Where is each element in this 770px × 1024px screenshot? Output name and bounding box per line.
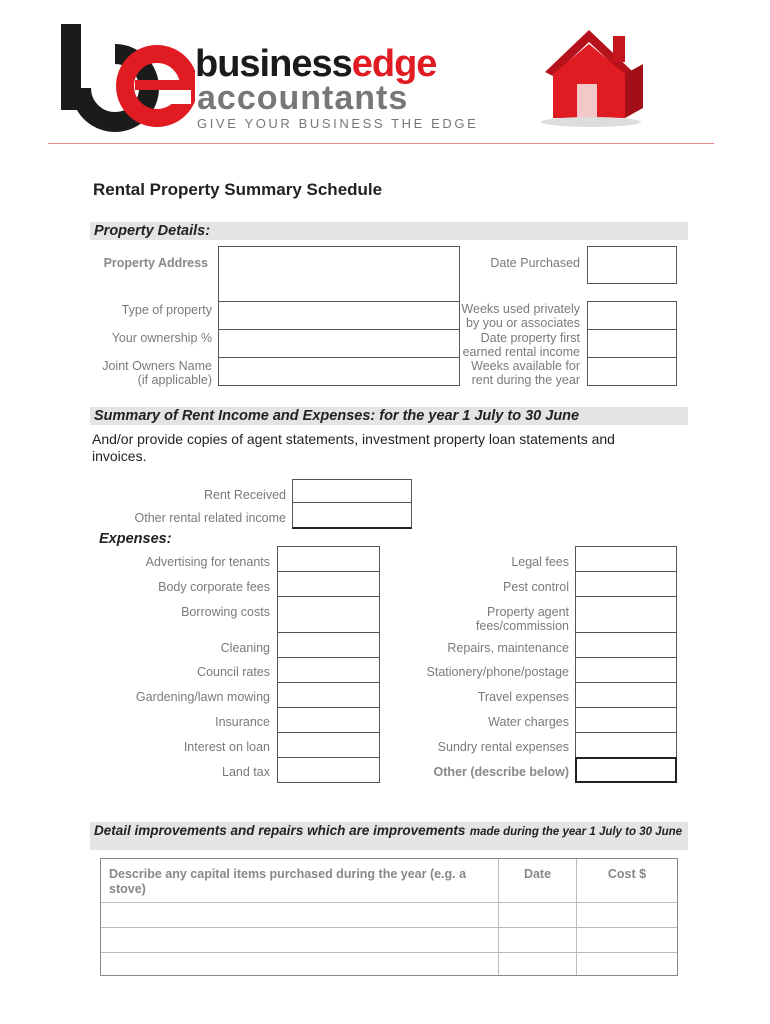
brand-edge: edge: [351, 43, 437, 85]
expense-field[interactable]: [575, 632, 677, 658]
date-purchased-field[interactable]: [587, 246, 677, 284]
first-earned-label: [440, 331, 580, 359]
expense-field[interactable]: [575, 571, 677, 597]
joint-owners-field[interactable]: [218, 357, 460, 386]
date-cell[interactable]: [499, 928, 577, 953]
be-monogram-icon: [55, 18, 195, 133]
type-of-property-label: Type of property: [121, 303, 212, 317]
first-earned-line2: earned rental income: [462, 345, 580, 359]
improvements-heading-rest: made during the year 1 July to 30 June: [469, 826, 683, 838]
expense-field[interactable]: [277, 546, 380, 572]
other-describe-label: Other (describe below): [433, 765, 569, 779]
expense-field[interactable]: [277, 571, 380, 597]
date-cell[interactable]: [499, 903, 577, 928]
expense-field[interactable]: [277, 757, 380, 783]
expense-field[interactable]: [277, 632, 380, 658]
brand-business: business: [195, 43, 352, 85]
brand-tagline: GIVE YOUR BUSINESS THE EDGE: [197, 116, 479, 131]
table-header-cost: [577, 859, 677, 903]
expense-label: Travel expenses: [477, 690, 569, 704]
type-of-property-field[interactable]: [218, 301, 460, 330]
col-describe-text: Describe any capital items purchased during the year (e.g. a stove): [109, 867, 467, 896]
first-earned-field[interactable]: [587, 329, 677, 358]
ownership-field[interactable]: [218, 329, 460, 358]
date-cell[interactable]: [499, 953, 577, 975]
expenses-heading: Expenses:: [99, 531, 172, 547]
expense-field[interactable]: [575, 546, 677, 572]
weeks-available-line2: rent during the year: [471, 373, 580, 387]
brand-accountants: accountants: [197, 79, 409, 117]
cost-cell[interactable]: [577, 928, 677, 953]
improvements-heading-bold: Detail improvements and repairs which are improvements: [94, 823, 466, 838]
expense-label: Advertising for tenants: [145, 555, 270, 569]
page-title: Rental Property Summary Schedule: [93, 180, 383, 199]
expense-label: Body corporate fees: [158, 580, 270, 594]
expense-label: Land tax: [222, 765, 270, 779]
expense-field[interactable]: [575, 657, 677, 683]
company-logo: [55, 18, 479, 133]
col-cost-text: Cost $: [607, 867, 647, 881]
other-describe-field[interactable]: [575, 757, 677, 783]
describe-cell[interactable]: [101, 928, 499, 953]
other-income-label: Other rental related income: [134, 511, 286, 525]
first-earned-line1: Date property first: [480, 331, 580, 345]
cost-cell[interactable]: [577, 953, 677, 975]
col-date-text: Date: [523, 867, 552, 881]
expense-label: Stationery/phone/postage: [426, 665, 569, 679]
expense-label: Cleaning: [220, 641, 270, 655]
expense-field[interactable]: [277, 682, 380, 708]
property-address-field[interactable]: [218, 246, 460, 302]
expense-field[interactable]: [277, 707, 380, 733]
expense-label: Legal fees: [511, 555, 569, 569]
expense-label: Interest on loan: [183, 740, 270, 754]
expense-label: Property agent fees/commission: [475, 605, 569, 633]
summary-heading: Summary of Rent Income and Expenses: for the year 1 July to 30 June: [90, 407, 688, 425]
property-details-heading: Property Details:: [90, 222, 688, 240]
cost-cell[interactable]: [577, 903, 677, 928]
house-icon: [525, 20, 655, 130]
table-header-date: [499, 859, 577, 903]
expense-label: Council rates: [197, 665, 270, 679]
expense-field[interactable]: [277, 657, 380, 683]
property-address-label: Property Address: [103, 256, 208, 270]
expense-field[interactable]: [575, 707, 677, 733]
joint-owners-line1: Joint Owners Name: [102, 359, 212, 373]
expense-label: Sundry rental expenses: [437, 740, 569, 754]
expense-field[interactable]: [575, 682, 677, 708]
expense-field[interactable]: [277, 596, 380, 633]
describe-cell[interactable]: [101, 903, 499, 928]
weeks-available-label: [440, 359, 580, 387]
weeks-private-field[interactable]: [587, 301, 677, 330]
expense-field[interactable]: [575, 596, 677, 633]
rent-received-field[interactable]: [292, 479, 412, 503]
expense-field[interactable]: [277, 732, 380, 758]
weeks-available-line1: Weeks available for: [471, 359, 580, 373]
improvements-heading: [90, 822, 688, 850]
joint-owners-line2: (if applicable): [137, 373, 212, 387]
expense-label: Borrowing costs: [181, 605, 270, 619]
rent-received-label: Rent Received: [204, 488, 286, 502]
expense-field[interactable]: [575, 732, 677, 758]
date-purchased-label: Date Purchased: [490, 256, 580, 270]
expense-label: Repairs, maintenance: [447, 641, 569, 655]
weeks-available-field[interactable]: [587, 357, 677, 386]
improvements-table: [100, 858, 678, 976]
expense-label: Gardening/lawn mowing: [135, 690, 270, 704]
describe-cell[interactable]: [101, 953, 499, 975]
ownership-label: Your ownership %: [111, 331, 212, 345]
weeks-private-line1: Weeks used privately: [461, 302, 580, 316]
other-income-field[interactable]: [292, 502, 412, 529]
table-header-describe: [101, 859, 499, 903]
summary-note: And/or provide copies of agent statements, investment property loan statements and invoices.: [92, 431, 615, 464]
weeks-private-line2: by you or associates: [466, 316, 580, 330]
weeks-private-label: [440, 302, 580, 330]
expense-label: Insurance: [215, 715, 270, 729]
expense-label: Water charges: [488, 715, 569, 729]
header-divider: [48, 143, 714, 144]
brand-name: [195, 44, 436, 84]
joint-owners-label: [60, 359, 212, 387]
expense-label: Pest control: [502, 580, 569, 594]
